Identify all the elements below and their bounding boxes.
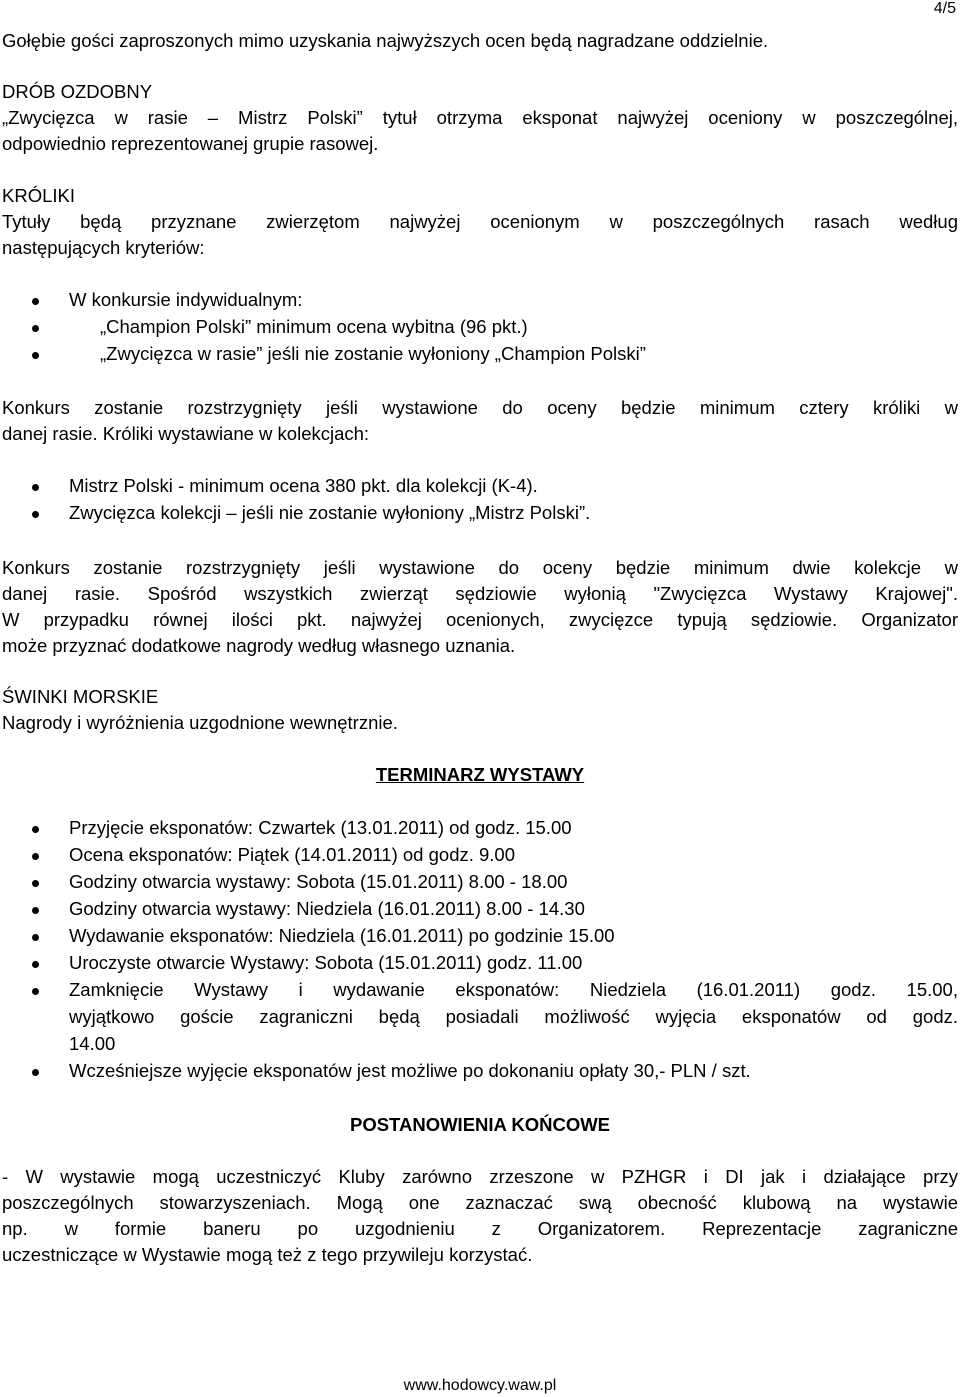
intro-line: Gołębie gości zaproszonych mimo uzyskania najwyższych ocen będą nagradzane oddzielnie. [2, 30, 769, 51]
kroliki-para2-line-2: danej rasie. Spośród wszystkich zwierząt sędziowie wyłonią "Zwycięzca Wystawy Krajowej". [2, 583, 958, 604]
terminarz-item-1: Przyjęcie eksponatów: Czwartek (13.01.2011) od godz. 15.00 [69, 817, 572, 838]
bullet-dot [32, 1069, 39, 1076]
kroliki-para1-line-2: danej rasie. Króliki wystawiane w kolekcjach: [2, 423, 370, 444]
bullet-dot [32, 511, 39, 518]
bullet-dot [32, 325, 39, 332]
drob-heading: DRÓB OZDOBNY [2, 81, 153, 102]
bullet-dot [32, 826, 39, 833]
swinki-heading: ŚWINKI MORSKIE [2, 686, 159, 707]
postanowienia-heading: POSTANOWIENIA KOŃCOWE [349, 1114, 611, 1135]
bullet-dot [32, 907, 39, 914]
kroliki-collection-bullet-2: Zwycięzca kolekcji – jeśli nie zostanie wyłoniony „Mistrz Polski”. [69, 502, 591, 523]
bullet-dot [32, 880, 39, 887]
kroliki-para2-line-4: może przyznać dodatkowe nagrody według własnego uznania. [2, 635, 516, 656]
swinki-line: Nagrody i wyróżnienia uzgodnione wewnętrznie. [2, 712, 398, 733]
terminarz-item-7-line-2: wyjątkowo goście zagraniczni będą posiadali możliwość wyjęcia eksponatów od godz. [69, 1006, 958, 1027]
postanowienia-line-4: uczestniczące w Wystawie mogą też z tego przywileju korzystać. [2, 1244, 533, 1265]
kroliki-para1-line-1: Konkurs zostanie rozstrzygnięty jeśli wystawione do oceny będzie minimum cztery króliki w [2, 397, 958, 418]
postanowienia-line-3: np. w formie baneru po uzgodnieniu z Organizatorem. Reprezentacje zagraniczne [2, 1218, 958, 1239]
kroliki-bullet-2: „Champion Polski” minimum ocena wybitna (96 pkt.) [100, 316, 528, 337]
terminarz-item-2: Ocena eksponatów: Piątek (14.01.2011) od godz. 9.00 [69, 844, 516, 865]
footer-url: www.hodowcy.waw.pl [403, 1377, 557, 1394]
kroliki-line-2: następujących kryteriów: [2, 237, 205, 258]
terminarz-item-8: Wcześniejsze wyjęcie eksponatów jest możliwe po dokonaniu opłaty 30,- PLN / szt. [69, 1060, 751, 1081]
terminarz-item-4: Godziny otwarcia wystawy: Niedziela (16.01.2011) 8.00 - 14.30 [69, 898, 585, 919]
kroliki-collection-bullet-1: Mistrz Polski - minimum ocena 380 pkt. dla kolekcji (K-4). [69, 475, 538, 496]
terminarz-item-7-line-3: 14.00 [69, 1033, 116, 1054]
bullet-dot [32, 298, 39, 305]
drob-line-1: „Zwycięzca w rasie – Mistrz Polski” tytuł otrzyma eksponat najwyżej oceniony w poszczególnej, [2, 107, 958, 128]
kroliki-heading: KRÓLIKI [2, 185, 75, 206]
bullet-dot [32, 988, 39, 995]
terminarz-item-6: Uroczyste otwarcie Wystawy: Sobota (15.01.2011) godz. 11.00 [69, 952, 583, 973]
bullet-dot [32, 484, 39, 491]
bullet-dot [32, 853, 39, 860]
terminarz-item-3: Godziny otwarcia wystawy: Sobota (15.01.2011) 8.00 - 18.00 [69, 871, 568, 892]
kroliki-bullet-1: W konkursie indywidualnym: [69, 289, 303, 310]
kroliki-para2-line-3: W przypadku równej ilości pkt. najwyżej ocenionych, zwycięzce typują sędziowie. Organizator [2, 609, 958, 630]
bullet-dot [32, 934, 39, 941]
drob-line-2: odpowiednio reprezentowanej grupie rasowej. [2, 133, 379, 154]
postanowienia-line-1: - W wystawie mogą uczestniczyć Kluby zarówno zrzeszone w PZHGR i DI jak i działające przy [2, 1166, 958, 1187]
terminarz-item-7-line-1: Zamknięcie Wystawy i wydawanie eksponatów: Niedziela (16.01.2011) godz. 15.00, [69, 979, 958, 1000]
bullet-dot [32, 352, 39, 359]
kroliki-line-1: Tytuły będą przyznane zwierzętom najwyżej ocenionym w poszczególnych rasach według [2, 211, 958, 232]
kroliki-bullet-3: „Zwycięzca w rasie” jeśli nie zostanie wyłoniony „Champion Polski” [100, 343, 646, 364]
page-number: 4/5 [933, 0, 956, 17]
postanowienia-line-2: poszczególnych stowarzyszeniach. Mogą one zaznaczać swą obecność klubową na wystawie [2, 1192, 958, 1213]
terminarz-heading: TERMINARZ WYSTAWY [375, 764, 585, 785]
kroliki-para2-line-1: Konkurs zostanie rozstrzygnięty jeśli wystawione do oceny będzie minimum dwie kolekcje w [2, 557, 958, 578]
terminarz-item-5: Wydawanie eksponatów: Niedziela (16.01.2011) po godzinie 15.00 [69, 925, 615, 946]
bullet-dot [32, 961, 39, 968]
